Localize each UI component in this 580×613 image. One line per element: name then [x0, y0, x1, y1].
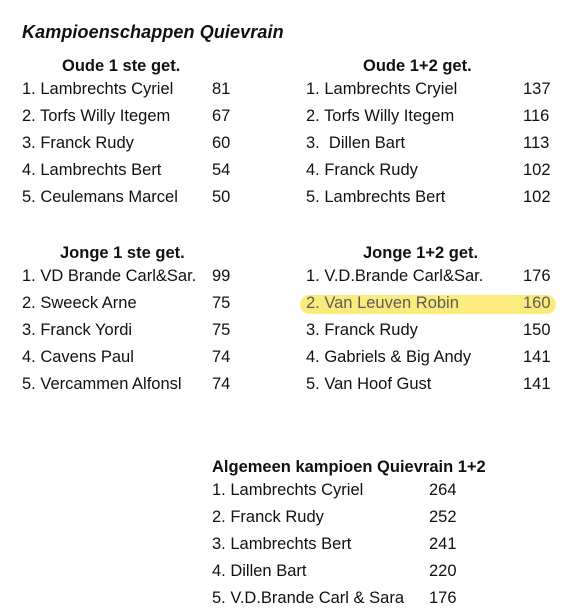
contestant-score: 113	[523, 134, 550, 152]
section-jonge-1-2-get	[306, 243, 556, 398]
contestant-score: 102	[523, 161, 551, 179]
ranking-row	[212, 477, 472, 504]
section-jonge-1ste-get	[22, 243, 252, 398]
contestant-name: 3. Lambrechts Bert	[212, 535, 352, 553]
contestant-name: 3. Franck Rudy	[306, 321, 418, 339]
contestant-name: 5. Lambrechts Bert	[306, 188, 446, 206]
section-oude-1-2-get	[306, 56, 556, 211]
contestant-score: 74	[212, 348, 231, 366]
page-title: Kampioenschappen Quievrain	[22, 22, 284, 42]
section-oude-1ste-get	[22, 56, 252, 211]
contestant-score: 150	[523, 321, 551, 339]
contestant-name: 1. Lambrechts Cyriel	[22, 80, 174, 98]
contestant-name: 2. Torfs Willy Itegem	[306, 107, 455, 125]
contestant-score: 75	[212, 321, 231, 339]
contestant-score: 50	[212, 188, 231, 206]
section-heading: Algemeen kampioen Quievrain 1+2	[212, 458, 486, 476]
contestant-score: 252	[429, 508, 457, 526]
section-heading: Oude 1 ste get.	[62, 57, 181, 75]
ranking-row	[306, 130, 556, 157]
contestant-score: 220	[429, 562, 457, 580]
ranking-row	[22, 263, 252, 290]
contestant-name: 1. Lambrechts Cyriel	[212, 481, 364, 499]
contestant-name: 4. Dillen Bart	[212, 562, 307, 580]
contestant-name: 5. Van Hoof Gust	[306, 375, 432, 393]
contestant-score: 137	[523, 80, 551, 98]
contestant-score: 102	[523, 188, 551, 206]
ranking-row	[306, 317, 556, 344]
ranking-row	[22, 184, 252, 211]
ranking-row	[22, 290, 252, 317]
section-heading: Jonge 1+2 get.	[363, 244, 479, 262]
ranking-row	[306, 371, 556, 398]
ranking-row	[306, 344, 556, 371]
contestant-score: 67	[212, 107, 231, 125]
contestant-score: 264	[429, 481, 457, 499]
ranking-row	[306, 263, 556, 290]
ranking-row	[22, 371, 252, 398]
contestant-name: 5. Ceulemans Marcel	[22, 188, 178, 206]
contestant-name: 5. V.D.Brande Carl & Sara	[212, 589, 404, 607]
contestant-name: 2. Sweeck Arne	[22, 294, 137, 312]
ranking-row	[22, 344, 252, 371]
contestant-name: 5. Vercammen Alfonsl	[22, 375, 182, 393]
contestant-name: 3. Franck Yordi	[22, 321, 133, 339]
contestant-score: 141	[523, 375, 551, 393]
contestant-score: 176	[523, 267, 551, 285]
section-heading: Oude 1+2 get.	[363, 57, 472, 75]
ranking-row	[22, 103, 252, 130]
contestant-name: 1. Lambrechts Cryiel	[306, 80, 458, 98]
ranking-row	[22, 317, 252, 344]
ranking-row	[212, 585, 472, 612]
contestant-name: 2. Torfs Willy Itegem	[22, 107, 171, 125]
contestant-name: 1. V.D.Brande Carl&Sar.	[306, 267, 484, 285]
ranking-row	[306, 103, 556, 130]
contestant-score: 176	[429, 589, 457, 607]
ranking-row	[212, 531, 472, 558]
ranking-row	[212, 504, 472, 531]
contestant-score: 241	[429, 535, 457, 553]
ranking-row	[22, 76, 252, 103]
ranking-row	[22, 157, 252, 184]
contestant-name: 2. Van Leuven Robin	[306, 294, 459, 312]
contestant-score: 75	[212, 294, 231, 312]
contestant-score: 81	[212, 80, 231, 98]
contestant-score: 116	[523, 107, 550, 125]
ranking-row	[212, 558, 472, 585]
contestant-name: 4. Cavens Paul	[22, 348, 134, 366]
contestant-name: 3. Franck Rudy	[22, 134, 134, 152]
contestant-name: 3. Dillen Bart	[306, 134, 406, 152]
section-algemeen-kampioen	[212, 457, 486, 612]
section-heading: Jonge 1 ste get.	[60, 244, 185, 262]
ranking-row	[306, 184, 556, 211]
ranking-row	[306, 157, 556, 184]
contestant-name: 4. Franck Rudy	[306, 161, 418, 179]
contestant-score: 160	[523, 294, 551, 312]
contestant-score: 99	[212, 267, 231, 285]
ranking-row	[22, 130, 252, 157]
contestant-name: 4. Gabriels & Big Andy	[306, 348, 472, 366]
contestant-score: 54	[212, 161, 231, 179]
contestant-score: 74	[212, 375, 231, 393]
ranking-row-highlighted	[306, 290, 556, 317]
contestant-name: 4. Lambrechts Bert	[22, 161, 162, 179]
contestant-score: 60	[212, 134, 231, 152]
ranking-row	[306, 76, 556, 103]
contestant-name: 1. VD Brande Carl&Sar.	[22, 267, 197, 285]
contestant-score: 141	[523, 348, 551, 366]
contestant-name: 2. Franck Rudy	[212, 508, 324, 526]
